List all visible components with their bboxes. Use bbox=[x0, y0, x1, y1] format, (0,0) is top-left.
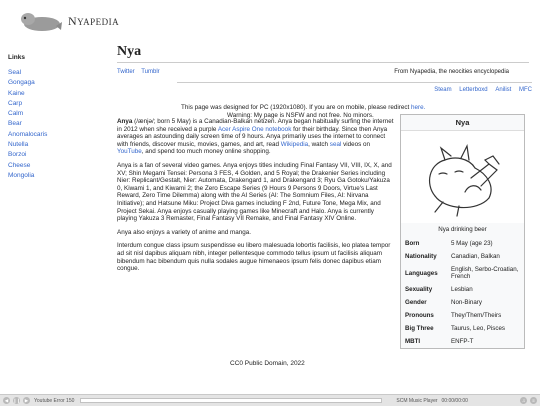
letterboxd-link[interactable]: Letterboxd bbox=[459, 87, 488, 93]
infobox-value: They/Them/Theirs bbox=[451, 312, 502, 319]
infobox-table bbox=[401, 237, 524, 348]
infobox-value: Non-Binary bbox=[451, 299, 482, 306]
infobox-value: ENFP-T bbox=[451, 338, 474, 345]
youtube-link[interactable]: YouTube bbox=[117, 148, 142, 156]
infobox-key: Nationality bbox=[405, 253, 437, 260]
infobox-key: Big Three bbox=[405, 325, 434, 332]
infobox-row bbox=[401, 322, 524, 335]
infobox-row bbox=[401, 283, 524, 296]
player-status: Youtube Error 150 bbox=[34, 397, 75, 404]
page-title: Nya bbox=[117, 44, 529, 63]
infobox-row bbox=[401, 309, 524, 322]
volume-icon[interactable]: ♫ bbox=[521, 398, 526, 403]
seal-logo-icon bbox=[18, 8, 62, 34]
infobox-row bbox=[401, 250, 524, 263]
seal-link[interactable]: seal bbox=[329, 140, 342, 148]
article-paragraph-3: Anya also enjoys a variety of anime and manga. bbox=[117, 228, 252, 236]
sidebar-item-cheese[interactable]: Cheese bbox=[8, 161, 31, 169]
infobox-key: Pronouns bbox=[405, 312, 434, 319]
mfc-link[interactable]: MFC bbox=[519, 87, 532, 93]
sidebar bbox=[8, 54, 108, 182]
infobox-image bbox=[401, 131, 524, 223]
sidebar-item-anomalocaris[interactable]: Anomalocaris bbox=[8, 130, 48, 138]
player-time: 00:00/00:00 bbox=[441, 397, 468, 404]
article-text: for their birthday. Since then Anya averages an astounding daily screen time of 9 hours. Anya primarily uses the internet to connect with friends, discover music, movies, games, and art, read bbox=[117, 125, 388, 148]
infobox bbox=[400, 114, 525, 349]
pc-notice-text: This page was designed for PC (1920x1080). If you are on mobile, please redirect bbox=[181, 104, 410, 111]
next-icon[interactable]: ▶ bbox=[24, 398, 29, 403]
acer-link[interactable]: Acer Aspire One notebook bbox=[217, 125, 292, 133]
music-player-bar bbox=[0, 394, 540, 406]
playlist-icon[interactable]: ≡ bbox=[530, 397, 537, 404]
site-logo[interactable] bbox=[18, 6, 158, 36]
nsfw-warning: Warning: My page is NSFW and not free. No minors. bbox=[227, 112, 374, 119]
page-footer: CC0 Public Domain, 2022 bbox=[230, 360, 305, 367]
sidebar-item-gongaga[interactable]: Gongaga bbox=[8, 79, 35, 87]
pc-notice bbox=[181, 104, 425, 111]
infobox-row bbox=[401, 263, 524, 283]
steam-link[interactable]: Steam bbox=[434, 87, 452, 93]
infobox-value: 5 May (age 23) bbox=[451, 240, 493, 247]
infobox-caption: Nya drinking beer bbox=[438, 226, 487, 233]
top-row bbox=[117, 69, 529, 75]
infobox-row bbox=[401, 296, 524, 309]
infobox-key: Gender bbox=[405, 299, 427, 306]
sidebar-item-nutella[interactable]: Nutella bbox=[8, 141, 29, 149]
drinking-cat-sketch-icon bbox=[415, 134, 511, 220]
sidebar-item-borzoi[interactable]: Borzoi bbox=[8, 151, 27, 159]
infobox-row bbox=[401, 237, 524, 250]
sidebar-item-seal[interactable]: Seal bbox=[8, 69, 22, 76]
article-text: videos on bbox=[341, 140, 371, 148]
infobox-value: English, Serbo-Croatian, French bbox=[451, 266, 519, 280]
twitter-link[interactable]: Twitter bbox=[117, 69, 135, 75]
sidebar-item-kaine[interactable]: Kaine bbox=[8, 89, 25, 97]
sidebar-item-mongolia[interactable]: Mongolia bbox=[8, 171, 35, 179]
infobox-value: Canadian, Balkan bbox=[451, 253, 500, 260]
play-pause-icon[interactable]: ❙❙ bbox=[13, 398, 21, 403]
seek-bar[interactable] bbox=[80, 398, 382, 403]
prev-icon[interactable]: ◀ bbox=[4, 398, 9, 403]
article-paragraph-1 bbox=[117, 118, 395, 156]
tagline: From Nyapedia, the neocities encyclopedia bbox=[394, 69, 509, 75]
article-text: , watch bbox=[308, 140, 330, 148]
anilist-link[interactable]: Anilist bbox=[495, 87, 512, 93]
wikipedia-link[interactable]: Wikipedia bbox=[280, 140, 309, 148]
infobox-value: Taurus, Leo, Pisces bbox=[451, 325, 505, 332]
infobox-key: Sexuality bbox=[405, 286, 433, 293]
player-name: SCM Music Player bbox=[396, 397, 438, 404]
infobox-key: Languages bbox=[405, 269, 438, 277]
article-text: (/ænjə/; born 5 May) is a Canadian-Balkan netizen. Anya began habitually surfing the internet in 2012 when she received a purple bbox=[117, 118, 394, 133]
aux-links-bar bbox=[177, 82, 532, 101]
article-paragraph-2: Anya is a fan of several video games. Anya enjoys titles including Final Fantasy VII, VIII, IX, X, and XV; Shin Megami Tensei: Persona 3 FES, 4 Golden, and 5 Royal; the Drakenier Series including Nier: Replicant/Gestalt, Nier: Automata, Drakengard 1, and Drakengard 3; Ryu Ga Gotoku/Yakuza 0, Kiwami 1, and Kiwami 2; the Zero Escape Series (9 Hours 9 Persons 9 Doors, Virtue's Last Reward, Zero Time Dilemma) along with the AI Series (AI: The Somnium Files, AI: Nirvana Initiative); and Hatsune Miku: Project Diva games including F 2nd, Future Tone, Mega Mix, and Project Sekai. Anya enjoys casually playing games like Minecraft and Halo. Anya is currently playing Yakuza 3 Remaster, Final Fantasy VII Remake, and Final Fantasy XIV Online. bbox=[117, 161, 392, 223]
article-paragraph-4: Interdum congue class ipsum suspendisse eu libero malesuada lobortis facilisis, leo platea tempor ad sit nisl dapibus aliquam nibh, integer pellentesque commodo tellus ipsum ut facilisis aliquam bibendum hac bibendum quis nulla sodales augue himenaeos ipsum felis donec dapibus etiam congue. bbox=[117, 242, 391, 273]
infobox-key: MBTI bbox=[405, 338, 421, 345]
infobox-row bbox=[401, 335, 524, 348]
main-content bbox=[117, 44, 532, 345]
tumblr-link[interactable]: Tumblr bbox=[141, 69, 160, 75]
sidebar-item-carp[interactable]: Carp bbox=[8, 99, 23, 107]
article-text: , and spend too much money online shopping. bbox=[141, 148, 271, 156]
sidebar-item-bear[interactable]: Bear bbox=[8, 120, 22, 128]
infobox-key: Born bbox=[405, 240, 420, 247]
redirect-link[interactable]: here. bbox=[410, 104, 426, 111]
sidebar-item-calm[interactable]: Calm bbox=[8, 110, 24, 118]
infobox-title: Nya bbox=[401, 115, 524, 131]
site-logo-text: NYAPEDIA bbox=[68, 13, 120, 28]
article-subject: Anya bbox=[117, 118, 133, 125]
sidebar-heading: Links bbox=[8, 54, 25, 61]
infobox-value: Lesbian bbox=[451, 286, 473, 293]
article-body bbox=[117, 118, 395, 279]
